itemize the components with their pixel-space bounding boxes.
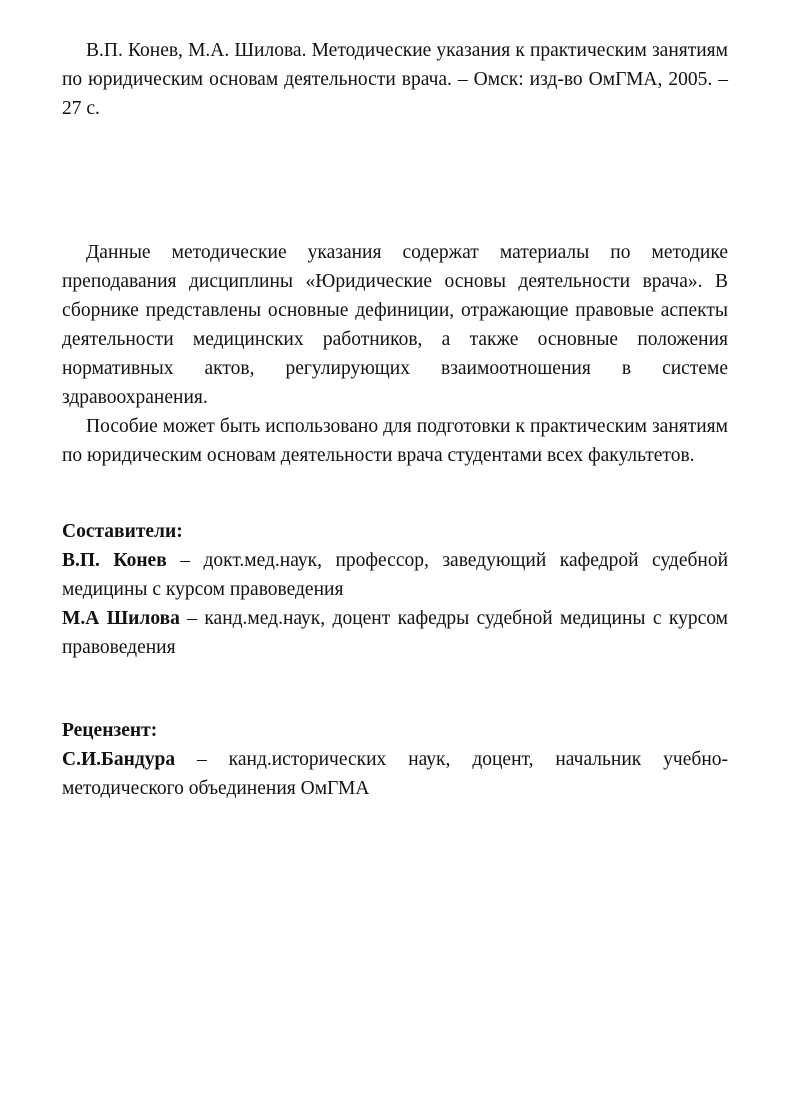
compilers-section xyxy=(62,517,728,662)
reviewer-description: – канд.исторических наук, доцент, начальник учебно-методического объединения ОмГМА xyxy=(62,749,728,799)
compiler-description: – канд.мед.наук, доцент кафедры судебной медицины с курсом правоведения xyxy=(62,608,728,658)
reviewer-name: С.И.Бандура xyxy=(62,749,176,770)
abstract-paragraph-2: Пособие может быть использовано для подготовки к практическим занятиям по юридическим основам деятельности врача студентами всех факультетов. xyxy=(62,416,728,466)
compiler-name: М.А Шилова xyxy=(62,608,180,629)
reviewer-entry xyxy=(62,745,728,803)
compilers-heading: Составители: xyxy=(62,521,183,542)
compiler-entry xyxy=(62,604,728,662)
abstract-paragraph-1: Данные методические указания содержат материалы по методике преподавания дисциплины «Юридические основы деятельности врача». В сборнике представлены основные дефиниции, отражающие правовые аспекты деятельности медицинских работников, а также основные положения нормативных актов, регулирующих взаимоотношения в системе здравоохранения. xyxy=(62,242,728,408)
compiler-entry xyxy=(62,546,728,604)
bibliographic-citation: В.П. Конев, М.А. Шилова. Методические указания к практическим занятиям по юридическим основам деятельности врача. – Омск: изд-во ОмГМА, 2005. – 27 с. xyxy=(62,40,728,119)
compiler-description: – докт.мед.наук, профессор, заведующий кафедрой судебной медицины с курсом правоведения xyxy=(62,550,729,600)
document-page xyxy=(62,36,728,803)
reviewer-heading: Рецензент: xyxy=(62,720,158,741)
compiler-name: В.П. Конев xyxy=(62,550,167,571)
reviewer-section xyxy=(62,716,728,803)
